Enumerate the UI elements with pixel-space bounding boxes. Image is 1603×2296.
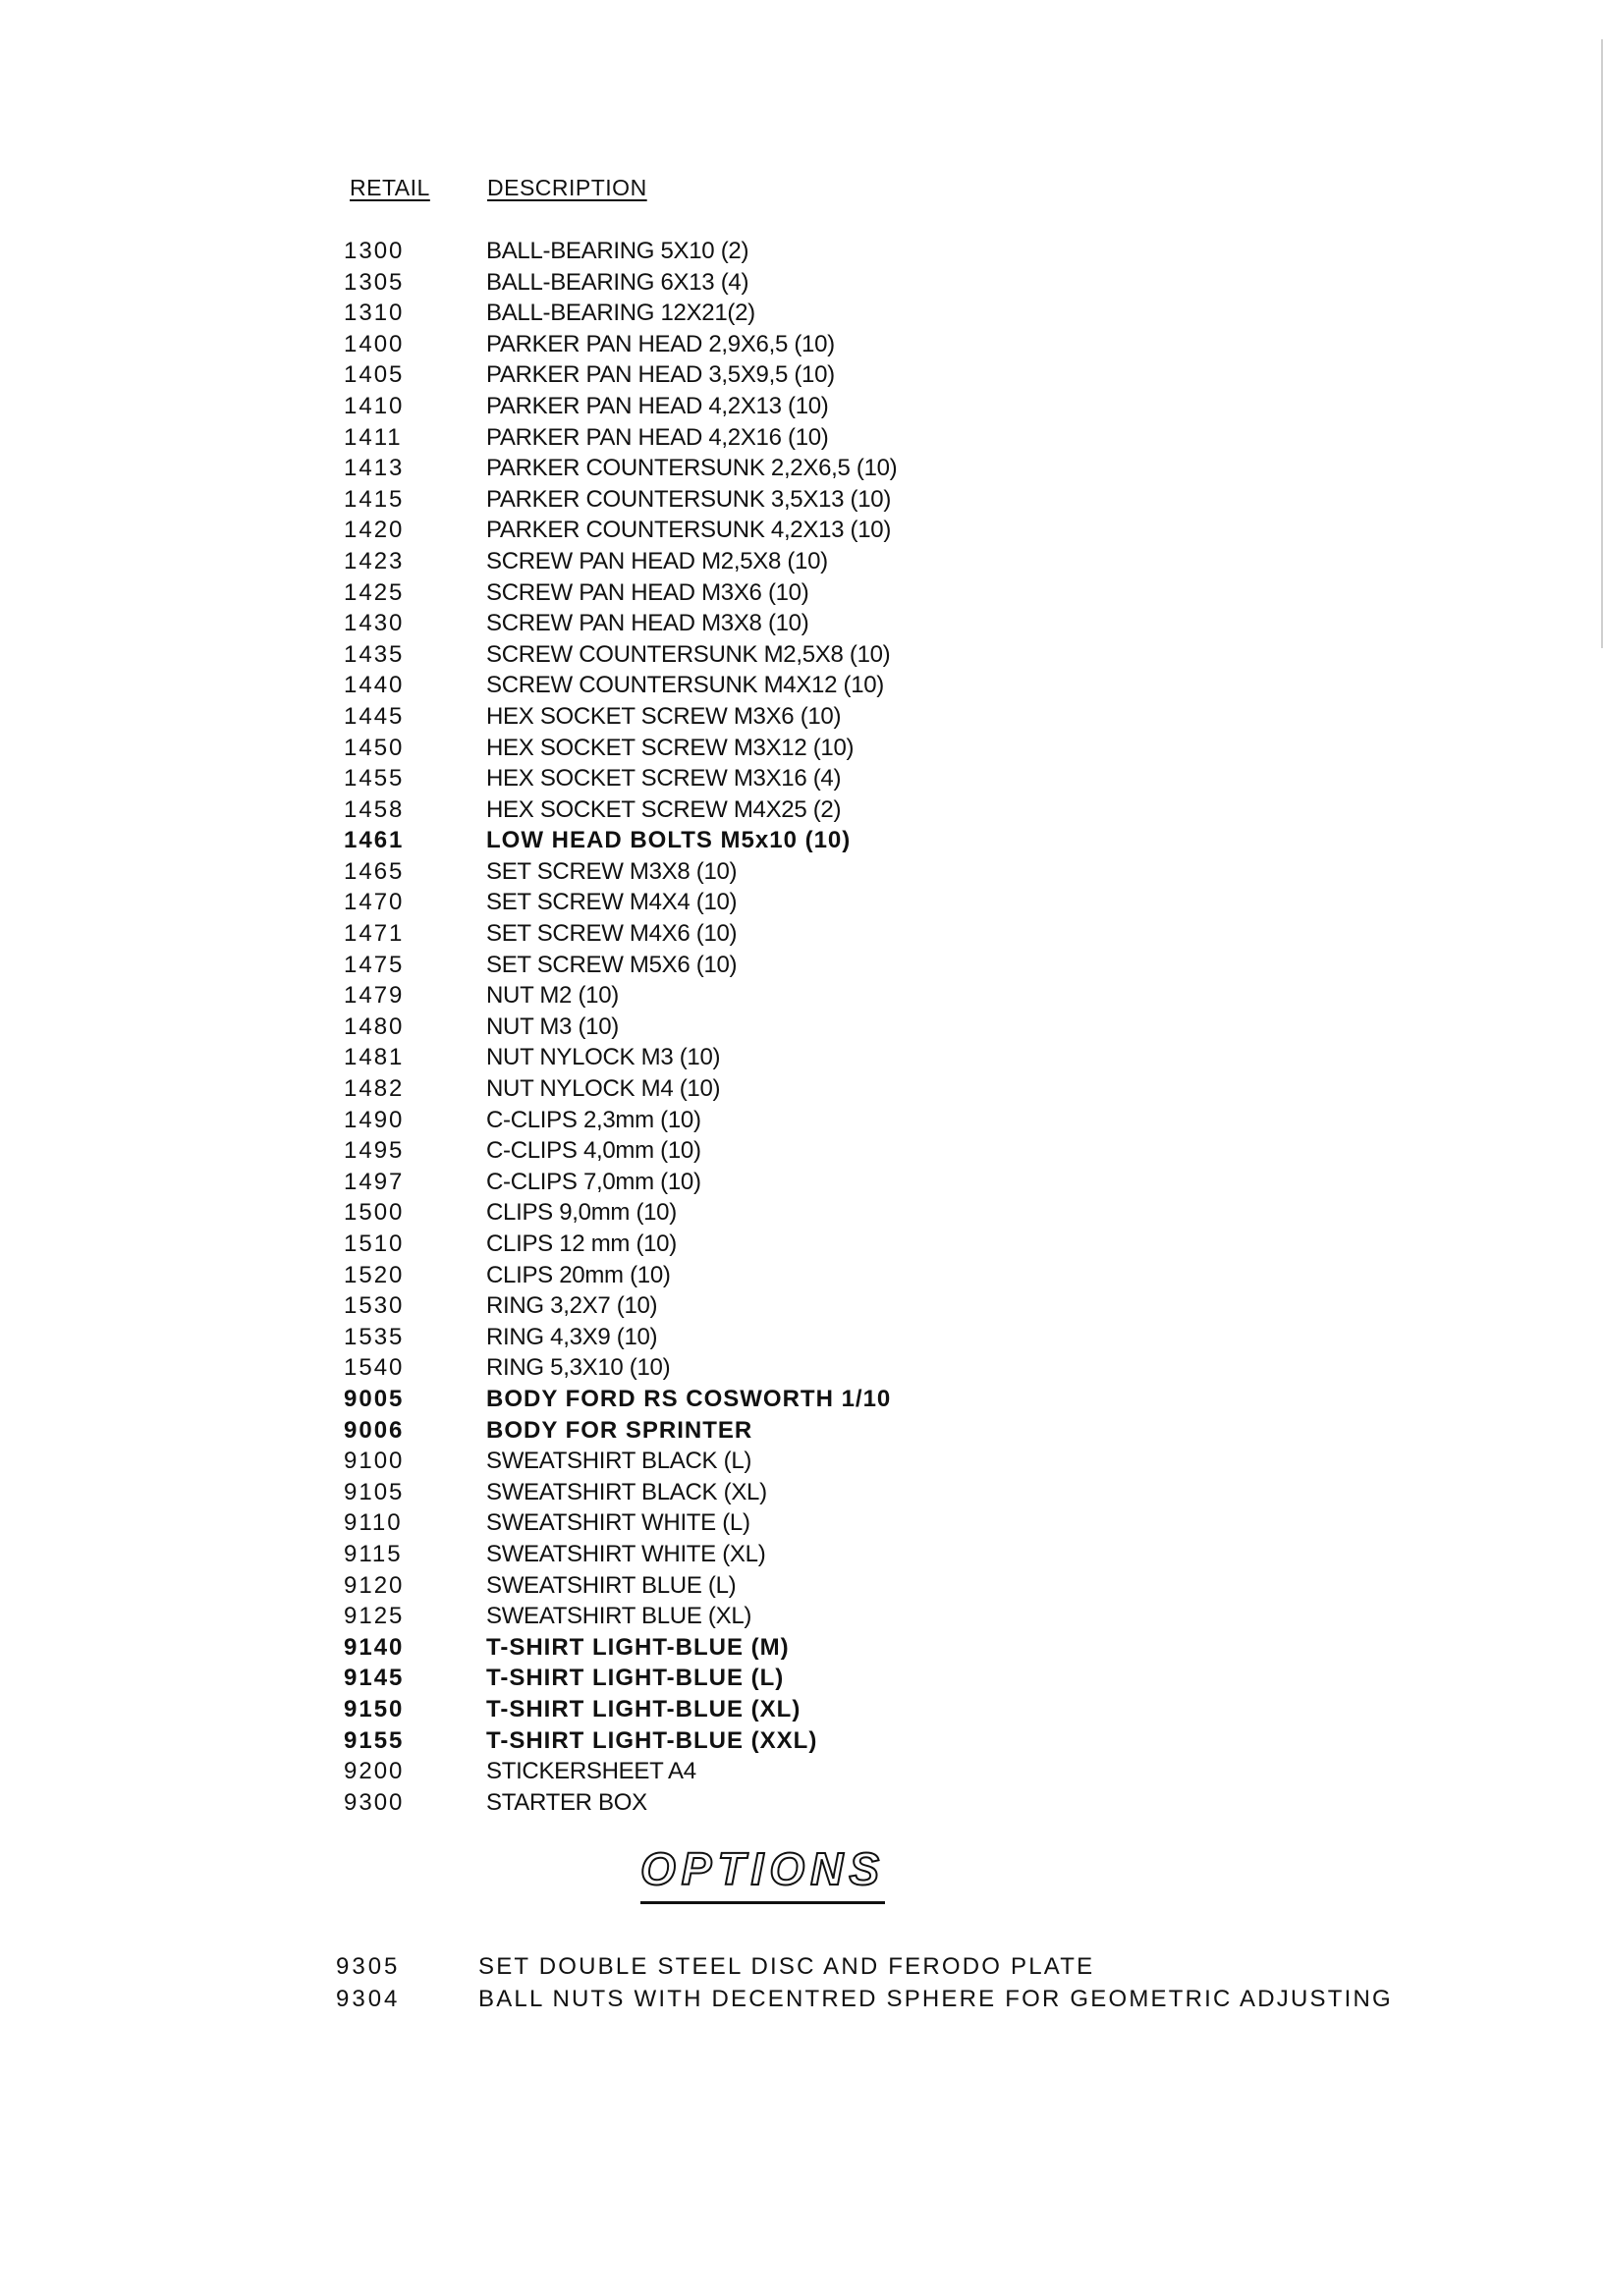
item-description: SCREW PAN HEAD M3X6 (10) bbox=[486, 578, 809, 606]
item-code: 9140 bbox=[344, 1633, 405, 1661]
item-code: 9105 bbox=[344, 1478, 405, 1505]
parts-list bbox=[344, 236, 1473, 1818]
item-code: 1405 bbox=[344, 361, 405, 389]
list-item bbox=[344, 763, 1473, 794]
item-code: 1461 bbox=[344, 827, 405, 854]
item-description: PARKER PAN HEAD 2,9X6,5 (10) bbox=[486, 330, 835, 357]
item-code: 9125 bbox=[344, 1603, 405, 1630]
item-code: 1415 bbox=[344, 485, 405, 513]
item-code: 1479 bbox=[344, 982, 405, 1010]
item-code: 1500 bbox=[344, 1199, 405, 1227]
item-code: 9155 bbox=[344, 1726, 405, 1754]
list-item bbox=[344, 1290, 1473, 1322]
list-item bbox=[344, 1352, 1473, 1384]
list-item bbox=[344, 1135, 1473, 1167]
item-description: SCREW COUNTERSUNK M2,5X8 (10) bbox=[486, 640, 891, 668]
item-code: 1400 bbox=[344, 330, 405, 357]
list-item bbox=[344, 422, 1473, 454]
item-description: CLIPS 20mm (10) bbox=[486, 1261, 671, 1288]
list-item bbox=[344, 887, 1473, 918]
item-code: 1455 bbox=[344, 765, 405, 793]
list-item bbox=[344, 1477, 1473, 1508]
item-description: T-SHIRT LIGHT-BLUE (XXL) bbox=[486, 1726, 818, 1754]
item-code: 9006 bbox=[344, 1416, 405, 1444]
item-code: 1445 bbox=[344, 702, 405, 730]
item-description: SCREW PAN HEAD M2,5X8 (10) bbox=[486, 547, 828, 574]
list-item bbox=[344, 918, 1473, 950]
list-item bbox=[344, 1042, 1473, 1073]
list-item bbox=[344, 856, 1473, 888]
list-item bbox=[344, 484, 1473, 516]
item-description: PARKER COUNTERSUNK 2,2X6,5 (10) bbox=[486, 455, 898, 482]
item-description: BALL-BEARING 5X10 (2) bbox=[486, 238, 749, 264]
item-description: C-CLIPS 2,3mm (10) bbox=[486, 1106, 701, 1133]
list-item bbox=[344, 391, 1473, 422]
list-item bbox=[344, 1632, 1473, 1664]
item-code: 1305 bbox=[344, 268, 405, 296]
list-item bbox=[344, 298, 1473, 329]
item-description: SWEATSHIRT WHITE (XL) bbox=[486, 1540, 766, 1567]
item-description: STICKERSHEET A4 bbox=[486, 1758, 696, 1785]
list-item bbox=[344, 950, 1473, 981]
item-description: SET SCREW M5X6 (10) bbox=[486, 951, 738, 978]
item-description: SCREW COUNTERSUNK M4X12 (10) bbox=[486, 672, 885, 699]
retail-column-header: RETAIL bbox=[350, 175, 430, 200]
list-item bbox=[344, 608, 1473, 639]
item-description: SCREW PAN HEAD M3X8 (10) bbox=[486, 610, 809, 637]
list-item bbox=[344, 1197, 1473, 1229]
list-item bbox=[344, 1322, 1473, 1353]
item-description: BODY FOR SPRINTER bbox=[486, 1416, 753, 1444]
item-description: SWEATSHIRT BLACK (L) bbox=[486, 1448, 752, 1475]
item-description: NUT NYLOCK M4 (10) bbox=[486, 1075, 721, 1103]
item-description: HEX SOCKET SCREW M3X12 (10) bbox=[486, 734, 855, 761]
item-code: 1435 bbox=[344, 640, 405, 668]
item-description: PARKER COUNTERSUNK 3,5X13 (10) bbox=[486, 485, 892, 513]
item-description: BALL-BEARING 6X13 (4) bbox=[486, 268, 749, 296]
item-code: 1425 bbox=[344, 578, 405, 606]
item-code: 1475 bbox=[344, 951, 405, 978]
list-item bbox=[344, 1415, 1473, 1447]
item-description: C-CLIPS 7,0mm (10) bbox=[486, 1168, 701, 1195]
option-description: BALL NUTS WITH DECENTRED SPHERE FOR GEOMETRIC ADJUSTING bbox=[478, 1986, 1393, 2012]
list-item bbox=[344, 453, 1473, 484]
item-description: CLIPS 9,0mm (10) bbox=[486, 1199, 677, 1227]
list-item bbox=[344, 267, 1473, 299]
list-item bbox=[344, 1725, 1473, 1757]
item-description: STARTER BOX bbox=[486, 1788, 647, 1816]
item-description: SET SCREW M4X6 (10) bbox=[486, 920, 738, 948]
item-description: CLIPS 12 mm (10) bbox=[486, 1230, 677, 1257]
list-item bbox=[344, 1073, 1473, 1105]
item-code: 1490 bbox=[344, 1106, 405, 1133]
item-code: 9005 bbox=[344, 1385, 405, 1412]
item-description: T-SHIRT LIGHT-BLUE (L) bbox=[486, 1665, 785, 1692]
options-heading: OPTIONS bbox=[640, 1842, 885, 1904]
list-item bbox=[344, 1229, 1473, 1260]
list-item bbox=[344, 1260, 1473, 1291]
item-description: SWEATSHIRT BLACK (XL) bbox=[486, 1478, 767, 1505]
list-item bbox=[344, 701, 1473, 733]
list-item bbox=[344, 1694, 1473, 1725]
list-item bbox=[344, 825, 1473, 856]
item-description: NUT M2 (10) bbox=[486, 982, 619, 1010]
item-code: 1413 bbox=[344, 455, 405, 482]
item-code: 9100 bbox=[344, 1448, 405, 1475]
item-description: PARKER PAN HEAD 4,2X16 (10) bbox=[486, 423, 829, 451]
item-description: BALL-BEARING 12X21(2) bbox=[486, 300, 755, 327]
item-description: T-SHIRT LIGHT-BLUE (M) bbox=[486, 1633, 790, 1661]
item-code: 1310 bbox=[344, 300, 405, 327]
list-item bbox=[344, 236, 1473, 267]
item-description: SET SCREW M4X4 (10) bbox=[486, 889, 738, 916]
item-code: 1410 bbox=[344, 392, 405, 419]
list-item bbox=[344, 359, 1473, 391]
list-item bbox=[344, 1663, 1473, 1694]
item-code: 1420 bbox=[344, 517, 405, 544]
item-code: 9120 bbox=[344, 1571, 405, 1599]
item-code: 1530 bbox=[344, 1292, 405, 1320]
list-item bbox=[344, 794, 1473, 826]
option-code: 9305 bbox=[336, 1953, 401, 1980]
item-description: SWEATSHIRT BLUE (XL) bbox=[486, 1603, 752, 1630]
item-code: 1497 bbox=[344, 1168, 405, 1195]
item-description: RING 5,3X10 (10) bbox=[486, 1354, 671, 1382]
item-description: HEX SOCKET SCREW M3X16 (4) bbox=[486, 765, 842, 793]
item-code: 1481 bbox=[344, 1044, 405, 1071]
item-description: HEX SOCKET SCREW M3X6 (10) bbox=[486, 702, 842, 730]
item-description: PARKER PAN HEAD 4,2X13 (10) bbox=[486, 392, 829, 419]
list-item bbox=[344, 980, 1473, 1011]
item-code: 1440 bbox=[344, 672, 405, 699]
item-description: PARKER PAN HEAD 3,5X9,5 (10) bbox=[486, 361, 835, 389]
list-item bbox=[344, 546, 1473, 577]
item-description: SET SCREW M3X8 (10) bbox=[486, 857, 738, 885]
item-code: 1423 bbox=[344, 547, 405, 574]
item-description: HEX SOCKET SCREW M4X25 (2) bbox=[486, 795, 842, 823]
item-code: 1540 bbox=[344, 1354, 405, 1382]
item-description: SWEATSHIRT BLUE (L) bbox=[486, 1571, 737, 1599]
item-description: RING 4,3X9 (10) bbox=[486, 1323, 658, 1350]
list-item bbox=[344, 1756, 1473, 1787]
item-description: NUT NYLOCK M3 (10) bbox=[486, 1044, 721, 1071]
item-code: 1465 bbox=[344, 857, 405, 885]
item-code: 1411 bbox=[344, 423, 403, 451]
list-item bbox=[344, 670, 1473, 701]
item-code: 9110 bbox=[344, 1509, 403, 1537]
list-item bbox=[344, 1011, 1473, 1043]
item-description: BODY FORD RS COSWORTH 1/10 bbox=[486, 1385, 892, 1412]
list-item bbox=[344, 1105, 1473, 1136]
item-description: SWEATSHIRT WHITE (L) bbox=[486, 1509, 750, 1537]
item-code: 1520 bbox=[344, 1261, 405, 1288]
item-description: T-SHIRT LIGHT-BLUE (XL) bbox=[486, 1695, 802, 1722]
item-code: 1495 bbox=[344, 1137, 405, 1165]
item-description: PARKER COUNTERSUNK 4,2X13 (10) bbox=[486, 517, 892, 544]
list-item bbox=[344, 515, 1473, 546]
item-code: 1480 bbox=[344, 1012, 405, 1040]
option-description: SET DOUBLE STEEL DISC AND FERODO PLATE bbox=[478, 1953, 1095, 1980]
item-code: 9300 bbox=[344, 1788, 405, 1816]
item-code: 9150 bbox=[344, 1695, 405, 1722]
item-code: 1430 bbox=[344, 610, 405, 637]
list-item bbox=[344, 1601, 1473, 1632]
item-code: 1470 bbox=[344, 889, 405, 916]
item-code: 1482 bbox=[344, 1075, 405, 1103]
list-item bbox=[344, 577, 1473, 609]
list-item bbox=[344, 1167, 1473, 1198]
item-code: 9200 bbox=[344, 1758, 405, 1785]
list-item bbox=[344, 639, 1473, 671]
list-item bbox=[344, 1539, 1473, 1570]
item-description: LOW HEAD BOLTS M5x10 (10) bbox=[486, 827, 852, 854]
option-code: 9304 bbox=[336, 1986, 401, 2012]
item-description: RING 3,2X7 (10) bbox=[486, 1292, 658, 1320]
item-code: 1471 bbox=[344, 920, 405, 948]
item-code: 1300 bbox=[344, 238, 405, 264]
item-description: NUT M3 (10) bbox=[486, 1012, 619, 1040]
item-description: C-CLIPS 4,0mm (10) bbox=[486, 1137, 701, 1165]
item-code: 1535 bbox=[344, 1323, 405, 1350]
item-code: 1458 bbox=[344, 795, 405, 823]
item-code: 9115 bbox=[344, 1540, 403, 1567]
item-code: 1510 bbox=[344, 1230, 405, 1257]
list-item bbox=[344, 1446, 1473, 1477]
list-item bbox=[344, 733, 1473, 764]
options-list bbox=[336, 1950, 1574, 2015]
list-item bbox=[344, 329, 1473, 360]
list-item bbox=[344, 1787, 1473, 1819]
option-item bbox=[336, 1983, 1574, 2015]
list-item bbox=[344, 1570, 1473, 1602]
description-column-header: DESCRIPTION bbox=[487, 175, 647, 200]
list-item bbox=[344, 1384, 1473, 1415]
list-item bbox=[344, 1507, 1473, 1539]
item-code: 1450 bbox=[344, 734, 405, 761]
item-code: 9145 bbox=[344, 1665, 405, 1692]
option-item bbox=[336, 1950, 1574, 1983]
